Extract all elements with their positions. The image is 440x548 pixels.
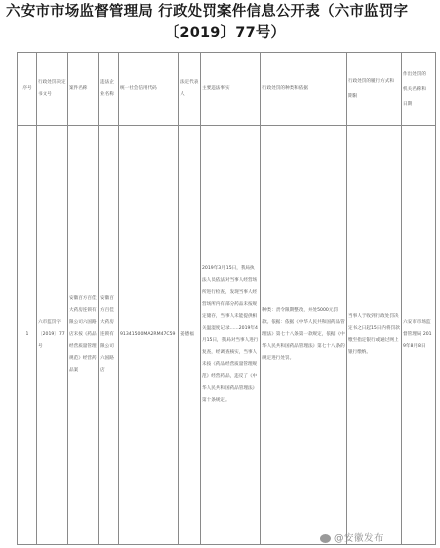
cell-violation: 2019年3月15日，我局执法人员依法对当事人经营场所进行检查，发现当事人经营场所内有部分药品未按规定储存，当事人未能提供相关温湿度记录……2019年4月15日，我局对当事人进行复查，经调查核实，当事人未按《药品经营质量管理规范》经营药品，违反了《中华人民共和国药品管理法》第十条规定。 (201, 126, 261, 545)
header-legal-rep: 法定代表人 (179, 53, 201, 126)
header-violation: 主要违法事实 (201, 53, 261, 126)
cell-penalty: 种类：责令限期整改，并处5000元罚款。依据：依据《中华人民共和国药品管理法》第七十八条第一款规定，依据《中华人民共和国药品管理法》第七十八条的规定进行处罚。 (261, 126, 347, 545)
header-doc-no: 行政处罚决定书文号 (37, 53, 68, 126)
cell-seq: 1 (18, 126, 37, 545)
document-title (6, 2, 436, 44)
document-title-line1: 六安市市场监督管理局 行政处罚案件信息公开表（六市监罚字 (6, 4, 409, 20)
cell-exec-method: 当事人于收到行政处罚决定书之日起15日内将罚款缴至指定银行或通过网上银行缴纳。 (347, 126, 402, 545)
watermark-text: @安徽发布 (334, 533, 385, 544)
cell-credit-code: 91341500MA2RM47C59 (119, 126, 179, 545)
header-authority (402, 53, 436, 126)
cell-doc-no: 六市监罚字〔2019〕77号 (37, 126, 68, 545)
weibo-logo-icon (320, 534, 331, 543)
header-authority-line3: 日期 (403, 101, 413, 107)
table-header-row (18, 53, 436, 126)
table-row (18, 126, 436, 545)
cell-authority: 六安市市场监督管理局 2019年8月8日 (402, 126, 436, 545)
weibo-watermark (320, 530, 384, 544)
cell-legal-rep: 姜德福 (179, 126, 201, 545)
header-authority-line1: 作出处罚的 (403, 71, 426, 77)
header-seq: 序号 (18, 53, 37, 126)
header-case-name: 案件名称 (68, 53, 99, 126)
header-credit-code: 统一社会信用代码 (119, 53, 179, 126)
cell-party-name: 安徽百方百佳大药房连锁有限公司六国路店 (99, 126, 119, 545)
header-exec-method-line1: 行政处罚的履行方式和 (348, 79, 394, 84)
header-exec-method-line2: 期限 (348, 94, 358, 99)
header-penalty: 行政处罚的种类和依据 (261, 53, 347, 126)
document-title-line2: 〔2019〕77号） (164, 25, 286, 41)
header-party-name: 违法企业名称 (99, 53, 119, 126)
penalty-info-table (17, 52, 436, 545)
cell-case-name: 安徽百方百佳大药房连锁有限公司六国路店未按《药品经营质量管理规范》经营药品案 (68, 126, 99, 545)
header-authority-line2: 机关名称和 (403, 86, 426, 92)
header-exec-method (347, 53, 402, 126)
